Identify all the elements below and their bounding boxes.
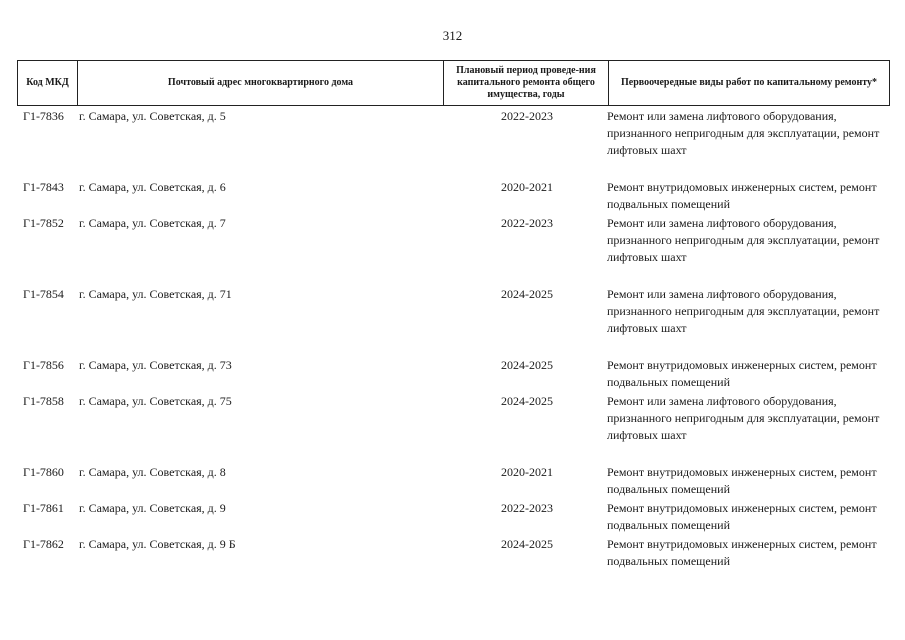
row-period: 2022-2023 — [501, 109, 553, 123]
row-works: Ремонт внутридомовых инженерных систем, ремонт подвальных помещений — [607, 465, 877, 496]
row-address: г. Самара, ул. Советская, д. 9 — [79, 501, 226, 515]
row-address: г. Самара, ул. Советская, д. 8 — [79, 465, 226, 479]
row-period: 2024-2025 — [501, 394, 553, 408]
row-period: 2024-2025 — [501, 287, 553, 301]
row-address: г. Самара, ул. Советская, д. 73 — [79, 358, 232, 372]
row-address: г. Самара, ул. Советская, д. 5 — [79, 109, 226, 123]
row-code: Г1-7858 — [23, 394, 64, 408]
row-works: Ремонт внутридомовых инженерных систем, ремонт подвальных помещений — [607, 537, 877, 568]
row-code: Г1-7860 — [23, 465, 64, 479]
row-address: г. Самара, ул. Советская, д. 71 — [79, 287, 232, 301]
row-code: Г1-7836 — [23, 109, 64, 123]
row-code: Г1-7862 — [23, 537, 64, 551]
row-period: 2024-2025 — [501, 358, 553, 372]
row-works: Ремонт или замена лифтового оборудования, признанного непригодным для эксплуатации, ремонт лифтовых шахт — [607, 216, 880, 264]
row-address: г. Самара, ул. Советская, д. 6 — [79, 180, 226, 194]
row-works: Ремонт внутридомовых инженерных систем, ремонт подвальных помещений — [607, 358, 877, 389]
row-address: г. Самара, ул. Советская, д. 75 — [79, 394, 232, 408]
row-works: Ремонт или замена лифтового оборудования, признанного непригодным для эксплуатации, ремонт лифтовых шахт — [607, 287, 880, 335]
header-address: Почтовый адрес многоквартирного дома — [78, 61, 444, 105]
row-period: 2022-2023 — [501, 216, 553, 230]
row-period: 2022-2023 — [501, 501, 553, 515]
header-code: Код МКД — [18, 61, 78, 105]
row-works: Ремонт или замена лифтового оборудования, признанного непригодным для эксплуатации, ремонт лифтовых шахт — [607, 109, 880, 157]
row-code: Г1-7852 — [23, 216, 64, 230]
header-works: Первоочередные виды работ по капитальному ремонту* — [621, 77, 877, 88]
row-period: 2020-2021 — [501, 180, 553, 194]
row-works: Ремонт внутридомовых инженерных систем, ремонт подвальных помещений — [607, 180, 877, 211]
row-period: 2024-2025 — [501, 537, 553, 551]
row-address: г. Самара, ул. Советская, д. 9 Б — [79, 537, 236, 551]
row-address: г. Самара, ул. Советская, д. 7 — [79, 216, 226, 230]
row-code: Г1-7843 — [23, 180, 64, 194]
row-period: 2020-2021 — [501, 465, 553, 479]
row-code: Г1-7861 — [23, 501, 64, 515]
table-header — [17, 60, 890, 106]
row-code: Г1-7854 — [23, 287, 64, 301]
row-works: Ремонт внутридомовых инженерных систем, ремонт подвальных помещений — [607, 501, 877, 532]
header-period: Плановый период проведе-ния капитального ремонта общего имущества, годы — [444, 61, 609, 105]
row-code: Г1-7856 — [23, 358, 64, 372]
row-works: Ремонт или замена лифтового оборудования, признанного непригодным для эксплуатации, ремонт лифтовых шахт — [607, 394, 880, 442]
page-number: 312 — [442, 28, 463, 43]
